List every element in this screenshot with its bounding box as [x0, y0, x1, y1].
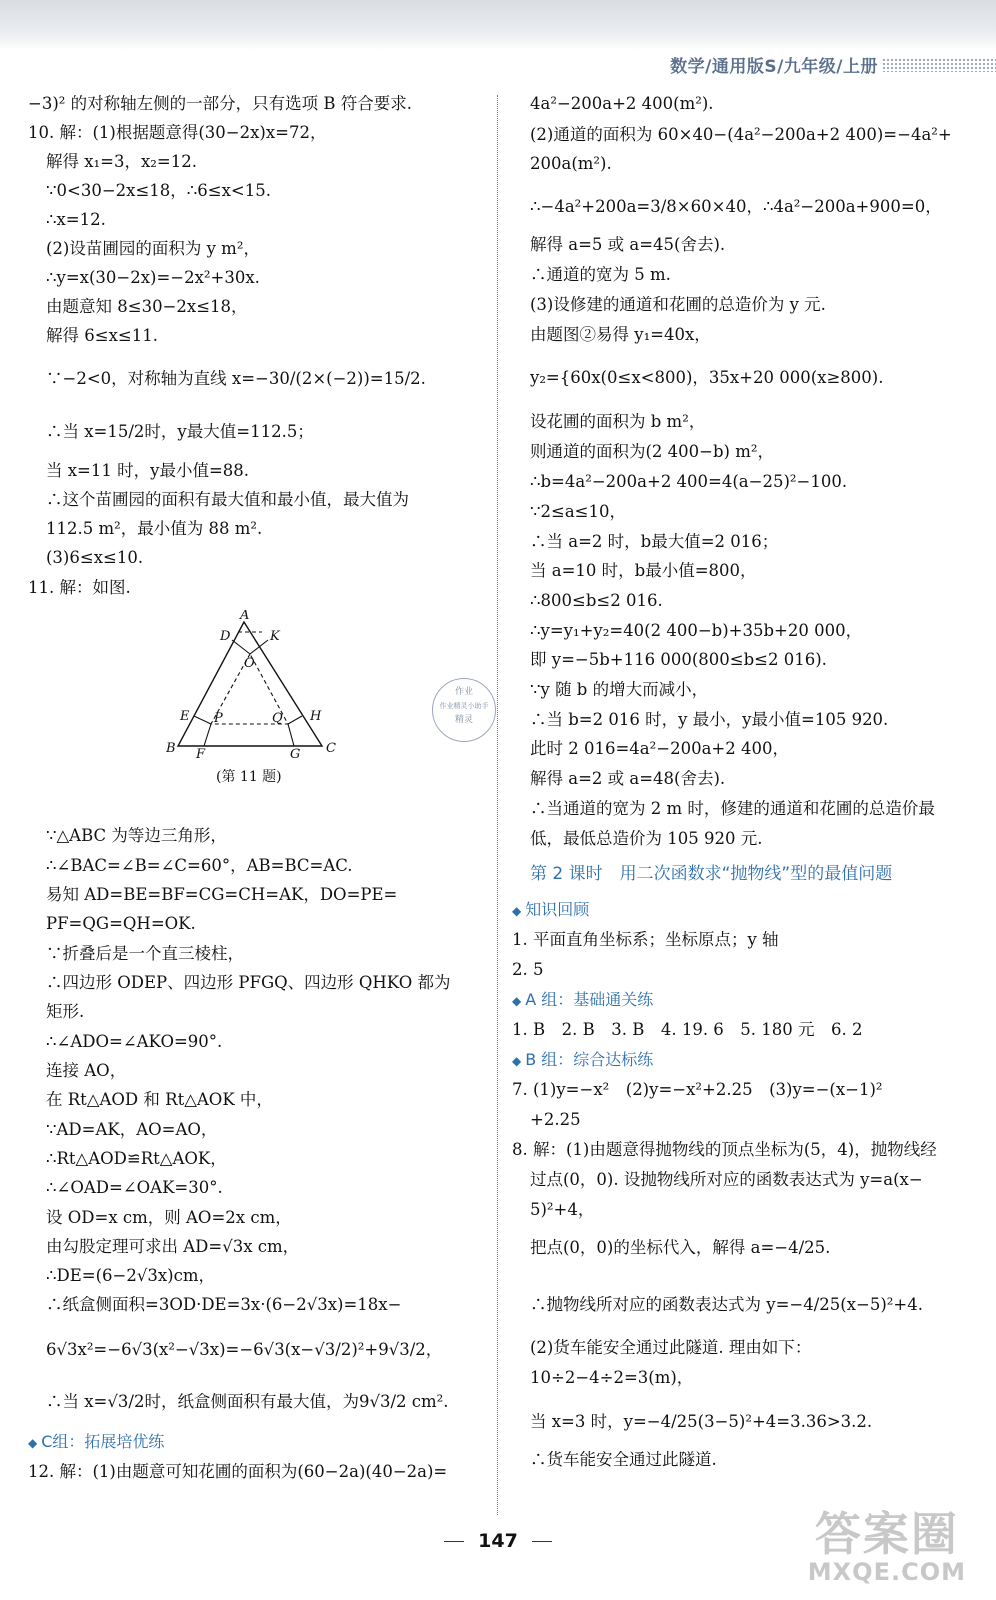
text-line: ∴∠BAC=∠B=∠C=60°，AB=BC=AC. — [46, 856, 353, 875]
text-line: 设花圃的面积为 b m²， — [530, 412, 706, 431]
figure-caption: (第 11 题) — [216, 769, 282, 785]
text-line: ∴抛物线所对应的函数表达式为 y=−4/25(x−5)²+4. — [530, 1295, 923, 1314]
text-line: ∴通道的宽为 5 m. — [530, 265, 671, 284]
text-line: 此时 2 016=4a²−200a+2 400， — [530, 739, 789, 758]
text-line: 当 x=11 时，y最小值=88. — [46, 461, 250, 480]
text-line: 低，最低总造价为 105 920 元. — [530, 829, 763, 848]
text-line: 4a²−200a+2 400(m²). — [530, 94, 714, 113]
label-O: O — [244, 656, 255, 671]
section-heading-review: ◆ 知识回顾 — [512, 900, 590, 919]
text-line: 则通道的面积为(2 400−b) m²， — [530, 442, 775, 461]
watermark-logo: 答案圈 MXQE.COM — [807, 1507, 966, 1586]
text-line: 当 x=3 时，y=−4/25(3−5)²+4=3.36>3.2. — [530, 1412, 873, 1431]
text-line: ∵折叠后是一个直三棱柱， — [46, 944, 244, 963]
text-line: 解得 x₁=3，x₂=12. — [46, 152, 197, 171]
text-line: ∴四边形 ODEP、四边形 PFGQ、四边形 QHKO 都为 — [46, 973, 451, 992]
label-H: H — [310, 709, 322, 724]
page-number: 147 — [0, 1530, 996, 1552]
text-line: 即 y=−5b+116 000(800≤b≤2 016). — [530, 650, 827, 669]
text-line: 连接 AO， — [46, 1061, 127, 1080]
text-line: 11. 解：如图. — [28, 578, 131, 597]
text-line: PF=QG=QH=OK. — [46, 914, 196, 933]
text-line: ∵△ABC 为等边三角形， — [46, 826, 227, 845]
column-divider — [497, 95, 498, 1515]
text-line: 10÷2−4÷2=3(m)， — [530, 1368, 694, 1387]
text-line: 由题意知 8≤30−2x≤18， — [46, 297, 248, 316]
text-line: ∴x=12. — [46, 210, 106, 229]
text-line: ∴纸盒侧面积=3OD·DE=3x·(6−2√3x)=18x− — [46, 1295, 402, 1314]
text-line: ∴−4a²+200a=3/8×60×40，∴4a²−200a+900=0， — [530, 197, 942, 216]
text-line: (2)设苗圃园的面积为 y m²， — [46, 239, 260, 258]
label-Q: Q — [272, 711, 283, 726]
text-line: ∴当 x=15/2时，y最大值=112.5； — [46, 422, 314, 441]
text-line: 设 OD=x cm，则 AO=2x cm， — [46, 1208, 292, 1227]
text-line: 7. (1)y=−x² (2)y=−x²+2.25 (3)y=−(x−1)² — [512, 1080, 883, 1099]
label-D: D — [220, 629, 231, 644]
text-line: 6√3x²=−6√3(x²−√3x)=−6√3(x−√3/2)²+9√3/2， — [46, 1340, 443, 1359]
text-line: ∵y 随 b 的增大而减小， — [530, 680, 709, 699]
text-line: −3)² 的对称轴左侧的一部分，只有选项 B 符合要求. — [28, 94, 412, 113]
text-line: ∵0<30−2x≤18，∴6≤x<15. — [46, 181, 271, 200]
text-line: ∴货车能安全通过此隧道. — [530, 1450, 717, 1469]
text-line: ∴这个苗圃园的面积有最大值和最小值，最大值为 — [46, 490, 409, 509]
section-heading-c: ◆ C组：拓展培优练 — [28, 1432, 165, 1451]
text-line: ∵2≤a≤10， — [530, 502, 626, 521]
section-heading-b: ◆ B 组：综合达标练 — [512, 1050, 654, 1069]
text-line: ∴当通道的宽为 2 m 时，修建的通道和花圃的总造价最 — [530, 799, 935, 818]
text-line: (3)6≤x≤10. — [46, 548, 144, 567]
text-line: +2.25 — [530, 1110, 581, 1129]
label-B: B — [166, 741, 176, 756]
text-line: ∵AD=AK，AO=AO， — [46, 1120, 218, 1139]
text-line: 12. 解：(1)由题意可知花圃的面积为(60−2a)(40−2a)= — [28, 1462, 448, 1481]
text-line: (2)货车能安全通过此隧道. 理由如下： — [530, 1338, 812, 1357]
text-line: ∴b=4a²−200a+2 400=4(a−25)²−100. — [530, 472, 848, 491]
text-line: 解得 a=5 或 a=45(舍去). — [530, 235, 726, 254]
text-line: ∴当 b=2 016 时，y 最小，y最小值=105 920. — [530, 710, 889, 729]
text-line: ∴当 a=2 时，b最大值=2 016； — [530, 532, 779, 551]
text-line: ∴y=x(30−2x)=−2x²+30x. — [46, 268, 260, 287]
text-line: 解得 a=2 或 a=48(舍去). — [530, 769, 726, 788]
text-line: 2. 5 — [512, 960, 544, 979]
text-line: (2)通道的面积为 60×40−(4a²−200a+2 400)=−4a²+ — [530, 125, 952, 144]
label-A: A — [240, 610, 250, 623]
text-line: 由题图②易得 y₁=40x， — [530, 325, 711, 344]
text-line: 10. 解：(1)根据题意得(30−2x)x=72， — [28, 123, 327, 142]
text-line: 矩形. — [46, 1002, 85, 1021]
text-line: ∴y=y₁+y₂=40(2 400−b)+35b+20 000， — [530, 621, 863, 640]
section-heading-a: ◆ A 组：基础通关练 — [512, 990, 654, 1009]
text-line: 把点(0，0)的坐标代入，解得 a=−4/25. — [530, 1238, 831, 1257]
text-line: 过点(0，0). 设抛物线所对应的函数表达式为 y=a(x− — [530, 1170, 923, 1189]
text-line: 5)²+4， — [530, 1200, 595, 1219]
text-line: 1. B 2. B 3. B 4. 19. 6 5. 180 元 6. 2 — [512, 1020, 863, 1039]
text-line: ∵−2<0，对称轴为直线 x=−30/(2×(−2))=15/2. — [46, 369, 426, 388]
header-band — [0, 0, 996, 50]
label-E: E — [180, 709, 190, 724]
text-line: 当 a=10 时，b最小值=800， — [530, 561, 757, 580]
text-line: 在 Rt△AOD 和 Rt△AOK 中， — [46, 1090, 273, 1109]
text-line: 由勾股定理可求出 AD=√3x cm， — [46, 1237, 300, 1256]
outer-triangle — [178, 622, 322, 746]
text-line: 易知 AD=BE=BF=CG=CH=AK，DO=PE= — [46, 885, 398, 904]
text-line: y₂={60x(0≤x<800)，35x+20 000(x≥800). — [530, 368, 884, 387]
triangle-figure — [166, 610, 346, 760]
book-title: 数学/通用版S/九年级/上册 — [670, 57, 878, 77]
text-line: 8. 解：(1)由题意得抛物线的顶点坐标为(5，4)，抛物线经 — [512, 1140, 937, 1159]
text-line: ∴Rt△AOD≌Rt△AOK， — [46, 1149, 227, 1168]
text-line: ∴800≤b≤2 016. — [530, 591, 663, 610]
header-dots — [882, 58, 996, 72]
stamp-seal: 作业 作业精灵小助手 精灵 — [432, 678, 496, 742]
label-C: C — [326, 741, 336, 756]
label-P: P — [214, 711, 223, 726]
text-line: (3)设修建的通道和花圃的总造价为 y 元. — [530, 295, 826, 314]
text-line: ∴当 x=√3/2时，纸盒侧面积有最大值，为9√3/2 cm². — [46, 1392, 449, 1411]
label-G: G — [290, 747, 301, 760]
text-line: 解得 6≤x≤11. — [46, 326, 158, 345]
text-line: 112.5 m²，最小值为 88 m². — [46, 519, 263, 538]
text-line: ∴∠OAD=∠OAK=30°. — [46, 1178, 223, 1197]
label-K: K — [270, 629, 280, 644]
label-F: F — [196, 747, 206, 760]
text-line: ∴∠ADO=∠AKO=90°. — [46, 1032, 223, 1051]
text-line: 200a(m²). — [530, 154, 612, 173]
text-line: 1. 平面直角坐标系；坐标原点；y 轴 — [512, 930, 779, 949]
text-line: ∴DE=(6−2√3x)cm， — [46, 1266, 215, 1285]
lesson-heading: 第 2 课时 用二次函数求“抛物线”型的最值问题 — [530, 864, 893, 884]
